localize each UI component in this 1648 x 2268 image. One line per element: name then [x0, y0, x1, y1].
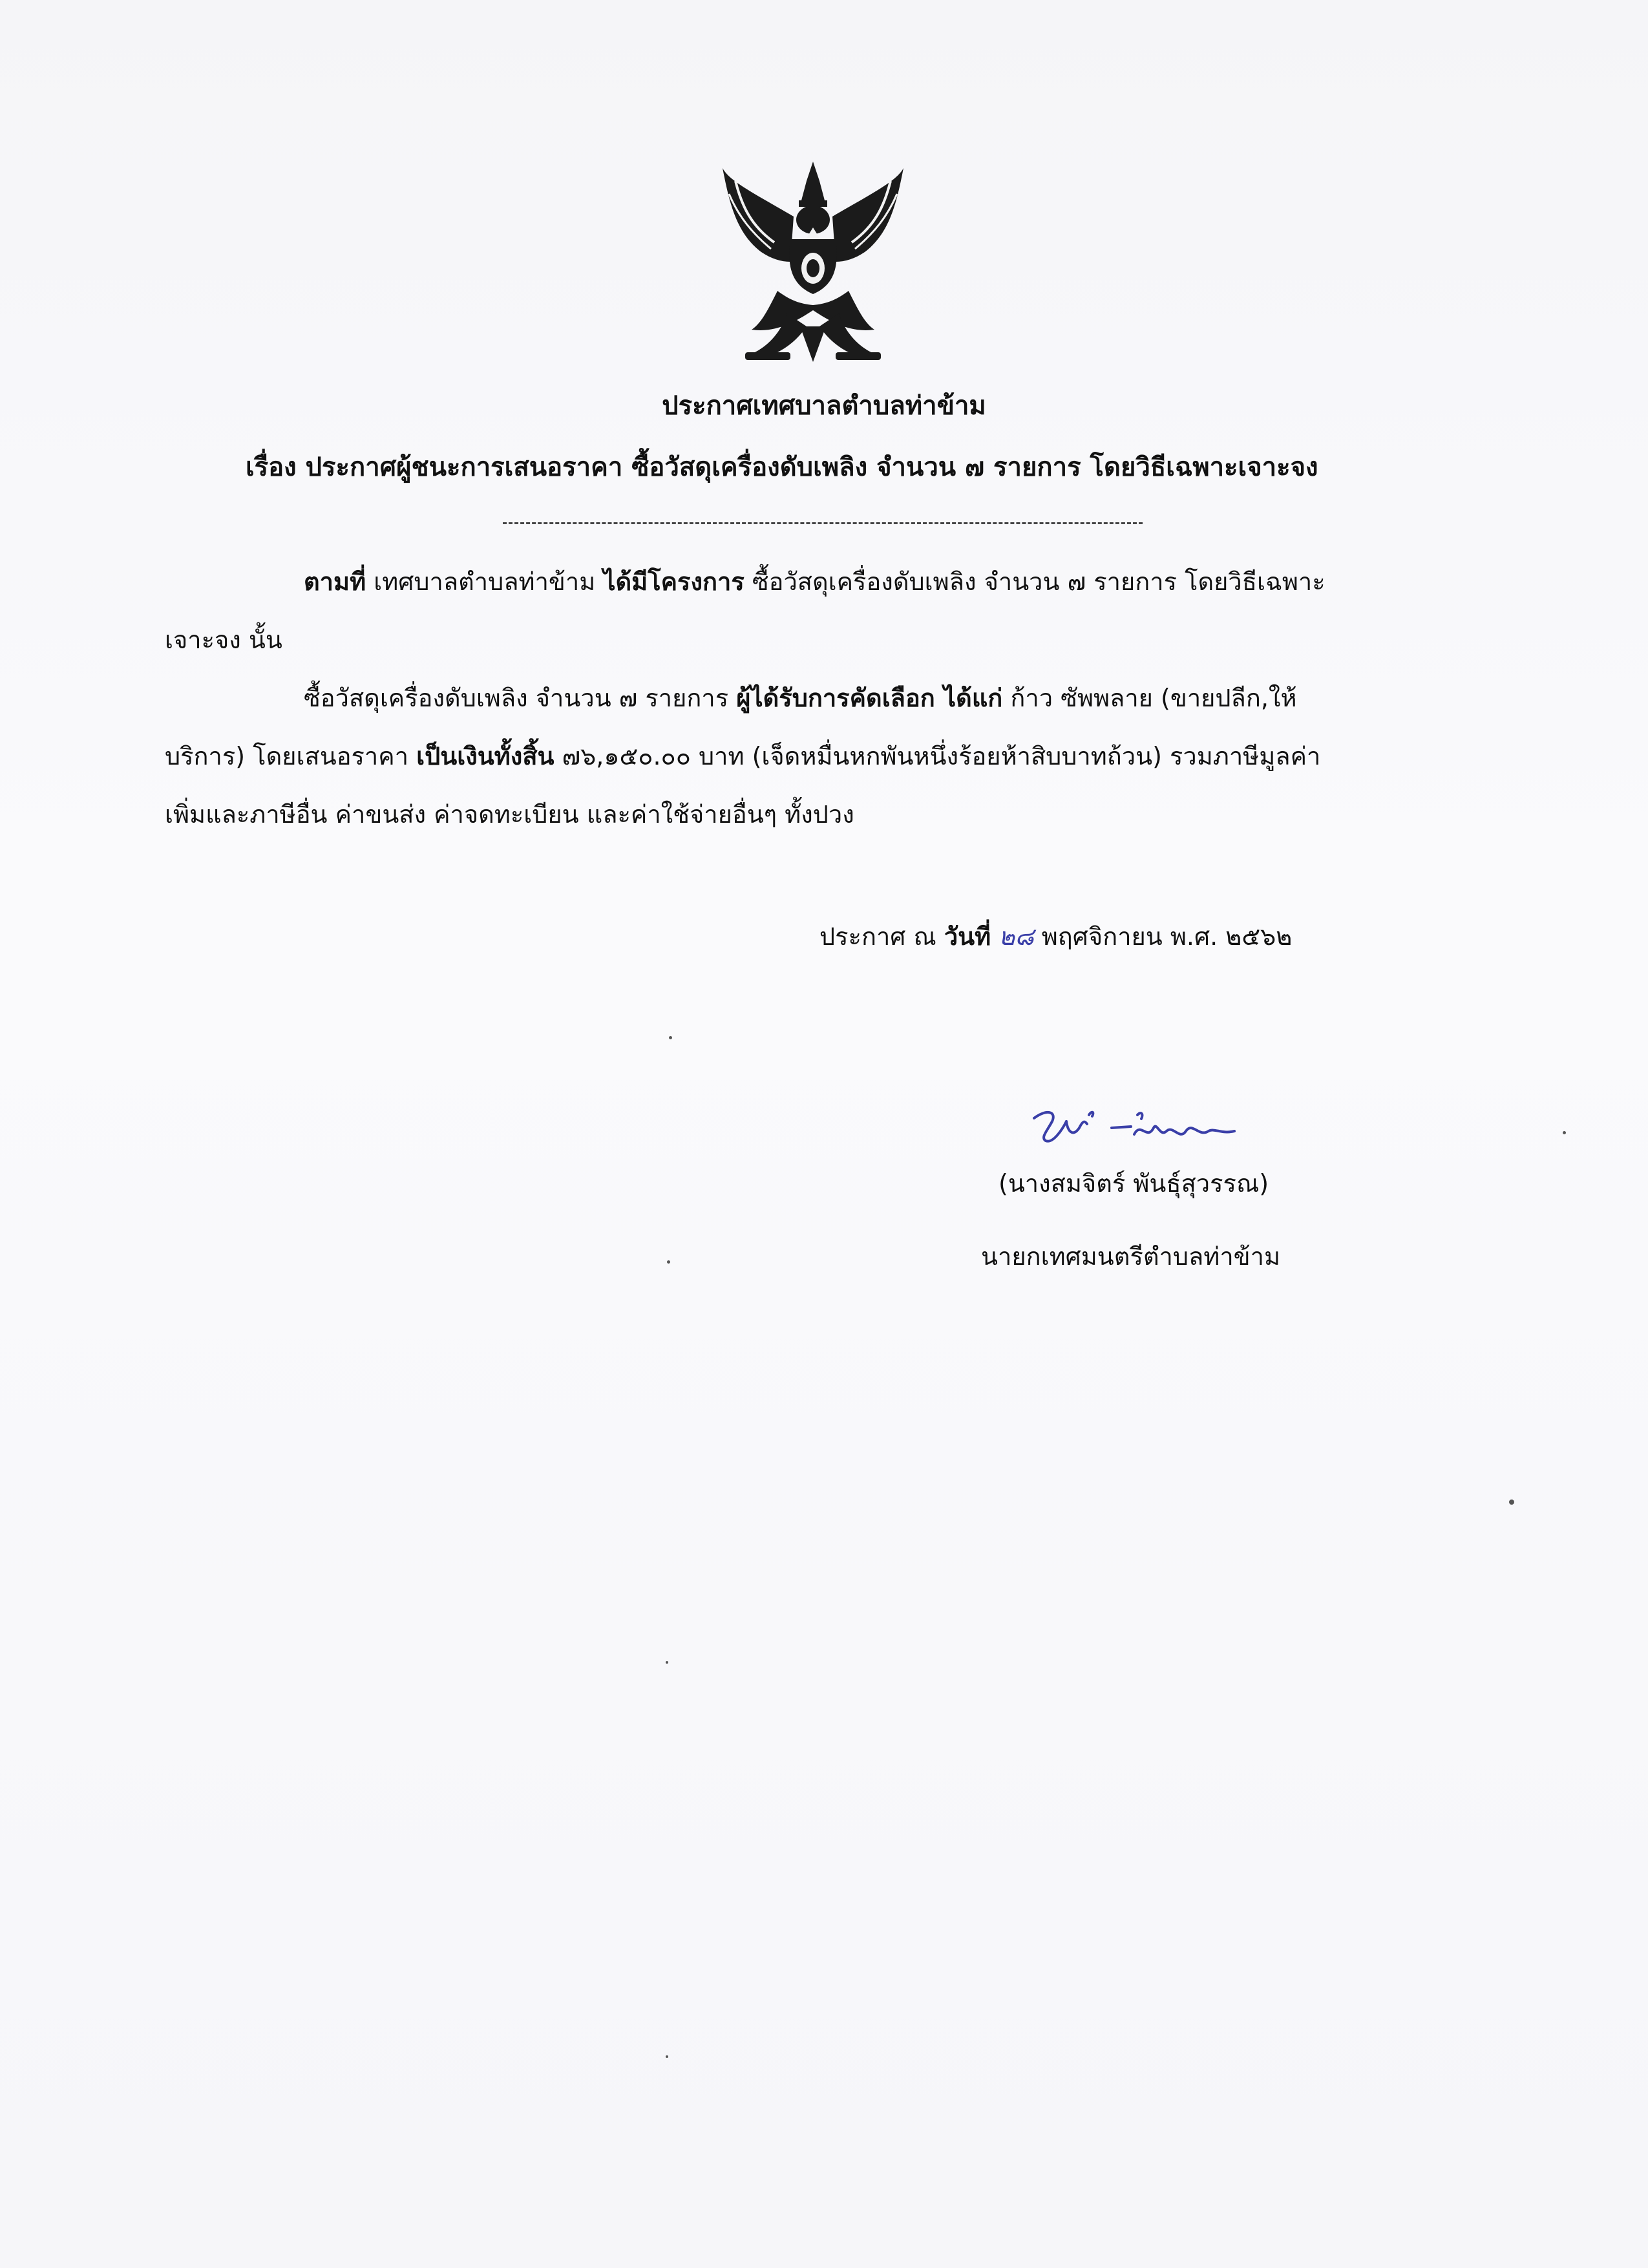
- paragraph-2-line-2-body-2: ๗๖,๑๕๐.๐๐ บาท (เจ็ดหมื่นหกพันหนึ่งร้อยห้าสิบบาทถ้วน) รวมภาษีมูลค่า: [554, 742, 1321, 770]
- paragraph-1-line-1: [304, 567, 1326, 597]
- scan-speck: [669, 1036, 672, 1039]
- paragraph-2-line-2: [165, 742, 1320, 772]
- signer-position: นายกเทศมนตรีตำบลท่าข้าม: [981, 1242, 1281, 1271]
- date-prefix: ประกาศ ณ: [819, 922, 944, 951]
- paragraph-1-bold-1: ได้มีโครงการ: [603, 567, 745, 596]
- scan-speck: [666, 2055, 668, 2058]
- paragraph-2-line-2-body-1: บริการ) โดยเสนอราคา: [165, 742, 417, 770]
- document-title: ประกาศเทศบาลตำบลท่าข้าม: [662, 391, 986, 421]
- document-subject: [246, 446, 1409, 487]
- announcement-date: [819, 917, 1292, 956]
- paragraph-2-line-1: [304, 684, 1297, 714]
- garuda-emblem-icon: [716, 155, 910, 368]
- paragraph-2-line-2-bold: เป็นเงินทั้งสิ้น: [416, 742, 555, 770]
- date-month-year: พฤศจิกายน พ.ศ. ๒๕๖๒: [1033, 922, 1293, 951]
- scan-speck: [1509, 1500, 1514, 1505]
- paragraph-1-body-2: ซื้อวัสดุเครื่องดับเพลิง จำนวน ๗ รายการ โดยวิธีเฉพาะ: [744, 567, 1326, 596]
- paragraph-2-body-2: ก้าว ซัพพลาย (ขายปลีก,ให้: [1002, 684, 1297, 712]
- date-day-handwritten: ๒๘: [998, 922, 1034, 951]
- paragraph-2-body-1: ซื้อวัสดุเครื่องดับเพลิง จำนวน ๗ รายการ: [304, 684, 737, 712]
- scan-speck: [1563, 1131, 1566, 1134]
- handwritten-signature-icon: [1028, 1102, 1241, 1154]
- paragraph-1-body-1: เทศบาลตำบลท่าข้าม: [366, 567, 604, 596]
- paragraph-1-line-2: เจาะจง นั้น: [165, 626, 282, 654]
- paragraph-2-bold-1: ผู้ได้รับการคัดเลือก ได้แก่: [736, 684, 1003, 712]
- signer-name: (นางสมจิตร์ พันธุ์สุวรรณ): [998, 1169, 1269, 1198]
- paragraph-2-line-3: เพิ่มและภาษีอื่น ค่าขนส่ง ค่าจดทะเบียน และค่าใช้จ่ายอื่นๆ ทั้งปวง: [165, 800, 854, 829]
- date-label: วันที่: [944, 922, 991, 951]
- title-divider: [503, 522, 1143, 524]
- scan-speck: [667, 1260, 670, 1264]
- subject-text: ประกาศผู้ชนะการเสนอราคา ซื้อวัสดุเครื่องดับเพลิง จำนวน ๗ รายการ โดยวิธีเฉพาะเจาะจง: [305, 452, 1318, 482]
- scan-speck: [666, 1661, 668, 1664]
- subject-label: เรื่อง: [246, 452, 297, 482]
- paragraph-1-lead: ตามที่: [304, 567, 366, 596]
